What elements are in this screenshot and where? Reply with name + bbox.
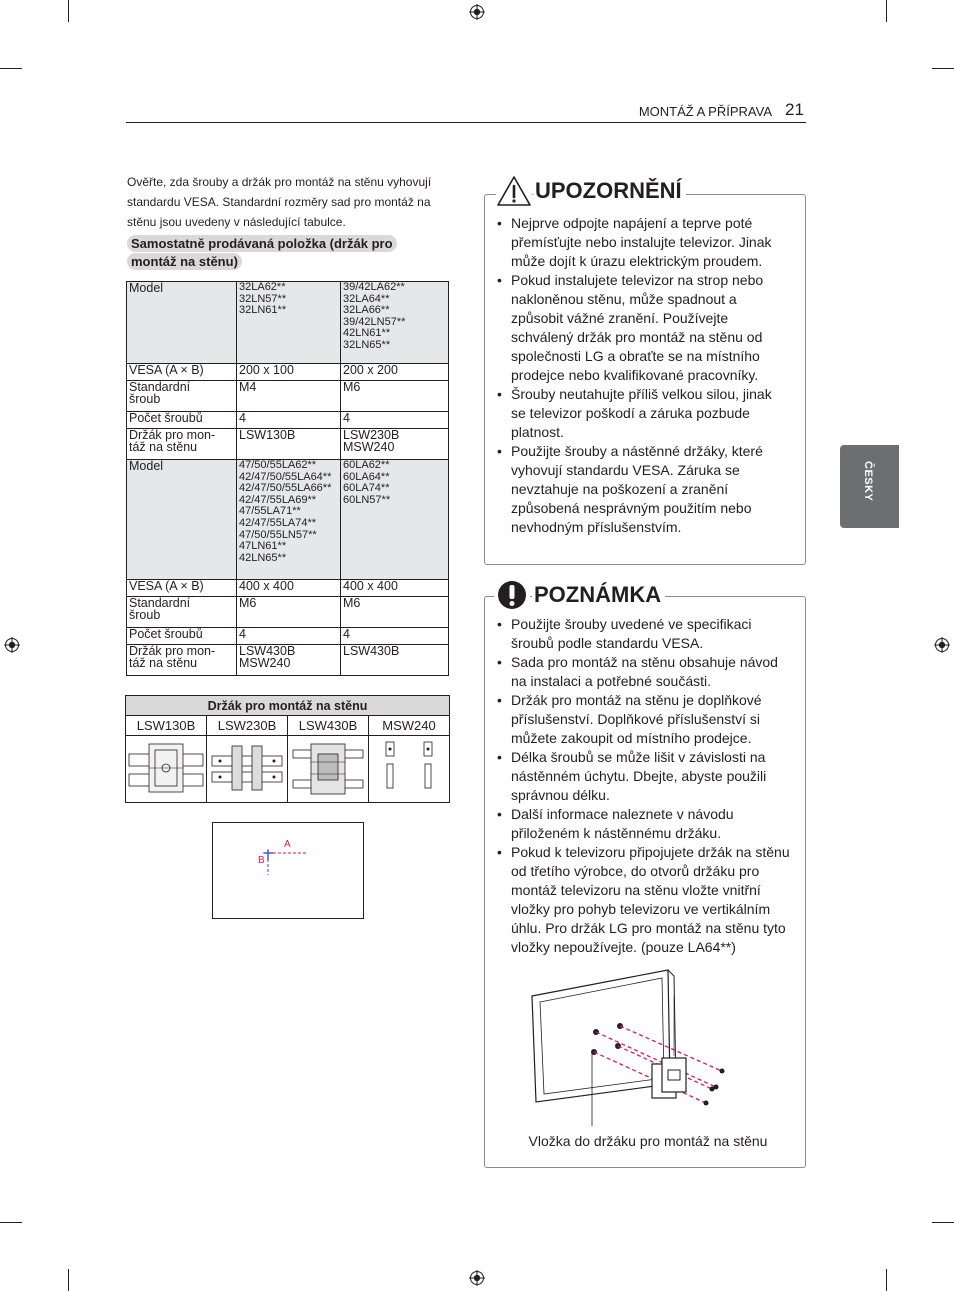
table-cell-models: 47/50/55LA62** 42/47/50/55LA64** 42/47/50/55LA66** 42/47/55LA69** 47/55LA71** 42/47/55LA74** 47/50/55LN57** 47LN61** 42LN65** [237, 460, 341, 580]
exclamation-circle-icon [494, 578, 530, 612]
registration-mark-icon [469, 4, 485, 20]
bracket-model-label: MSW240 [369, 716, 450, 736]
lsw430b-bracket-icon [289, 740, 367, 796]
table-cell-value: M6 [237, 597, 341, 628]
bracket-table-title: Držák pro montáž na stěnu [126, 696, 450, 716]
table-cell-value: 400 x 400 [341, 580, 449, 597]
tv-wall-mount-spacer-illustration [528, 966, 728, 1126]
table-cell-label: Počet šroubů [127, 412, 237, 429]
bracket-image-cell [207, 736, 288, 803]
table-cell-label: Model [127, 282, 237, 364]
vesa-dimension-diagram [212, 822, 364, 919]
language-tab-label: ČESKY [862, 461, 874, 502]
bracket-image-cell [126, 736, 207, 803]
table-cell-label: Model [127, 460, 237, 580]
section-title: MONTÁŽ A PŘÍPRAVA [638, 104, 772, 119]
table-cell-value: 200 x 200 [341, 364, 449, 381]
language-tab [840, 445, 899, 528]
table-cell-models: 39/42LA62** 32LA64** 32LA66** 39/42LN57** 42LN61** 32LN65** [341, 282, 449, 364]
crop-mark [932, 68, 954, 69]
note-item: • Délka šroubů se může lišit v závislosti na nástěnném úchytu. Dbejte, abyste použili správnou délku. [497, 748, 791, 805]
table-cell-value: LSW430B [341, 645, 449, 676]
table-cell-value: 400 x 400 [237, 580, 341, 597]
table-cell-value: M4 [237, 381, 341, 412]
table-cell-models: 32LA62** 32LN57** 32LN61** [237, 282, 341, 364]
table-cell-label: Počet šroubů [127, 628, 237, 645]
separately-sold-heading [127, 235, 423, 271]
caution-item: • Nejprve odpojte napájení a teprve poté přemísťujte nebo instalujte televizor. Jinak může dojít k úrazu elektrickým proudem. [497, 214, 779, 271]
lsw130b-bracket-icon [127, 740, 205, 796]
registration-mark-icon [469, 1270, 485, 1286]
table-cell-value: LSW230B MSW240 [341, 429, 449, 460]
bracket-image-cell [288, 736, 369, 803]
crop-mark [886, 1269, 887, 1291]
table-cell-models: 60LA62** 60LA64** 60LA74** 60LN57** [341, 460, 449, 580]
registration-mark-icon [4, 637, 20, 653]
bracket-model-label: LSW230B [207, 716, 288, 736]
crop-mark [886, 0, 887, 22]
caution-list [497, 214, 779, 537]
table-cell-value: M6 [341, 381, 449, 412]
note-item: • Další informace naleznete v návodu přiloženém k nástěnnému držáku. [497, 805, 791, 843]
caution-item: • Šrouby neutahujte příliš velkou silou, jinak se televizor poškodí a záruka pozbude platnost. [497, 385, 779, 442]
table-cell-label: VESA (A × B) [127, 364, 237, 381]
table-cell-value: LSW430B MSW240 [237, 645, 341, 676]
bracket-model-label: LSW430B [288, 716, 369, 736]
bracket-model-label: LSW130B [126, 716, 207, 736]
crop-mark [932, 1222, 954, 1223]
table-cell-value: 4 [237, 412, 341, 429]
caution-title: UPOZORNĚNÍ [533, 178, 686, 204]
table-cell-value: 4 [341, 412, 449, 429]
note-list [497, 615, 791, 957]
table-cell-value: LSW130B [237, 429, 341, 460]
lsw230b-bracket-icon [208, 740, 286, 796]
note-title: POZNÁMKA [532, 582, 665, 608]
warning-triangle-icon [496, 174, 532, 208]
table-cell-label: Držák pro mon- táž na stěnu [127, 645, 237, 676]
separately-sold-label: Samostatně prodávaná položka (držák pro montáž na stěnu) [127, 235, 397, 270]
crop-mark [0, 1222, 22, 1223]
caution-item: • Pokud instalujete televizor na strop nebo nakloněnou stěnu, může spadnout a způsobit vážné zranění. Používejte schválený držák pro montáž na stěnu od společnosti LG a obraťte se na místního prodejce nebo kvalifikované pracovníky. [497, 271, 779, 385]
note-item: • Použijte šrouby uvedené ve specifikaci šroubů podle standardu VESA. [497, 615, 791, 653]
registration-mark-icon [934, 637, 950, 653]
table-cell-label: VESA (A × B) [127, 580, 237, 597]
header-divider [126, 122, 806, 123]
figure-caption: Vložka do držáku pro montáž na stěnu [528, 1133, 768, 1149]
bracket-image-cell [369, 736, 450, 803]
dimension-label-b: B [258, 855, 265, 866]
page-number: 21 [785, 100, 804, 119]
table-cell-label: Držák pro mon- táž na stěnu [127, 429, 237, 460]
note-item: • Pokud k televizoru připojujete držák na stěnu od třetího výrobce, do otvorů držáku pro montáž televizoru na stěnu vložte vnitřní vložky pro pohyb televizoru ve vertikálním úhlu. Pro držák LG pro montáž na stěnu tyto vložky nepoužívejte. (pouze LA64**) [497, 843, 791, 957]
crop-mark [0, 68, 22, 69]
bracket-table [125, 695, 450, 803]
note-item: • Sada pro montáž na stěnu obsahuje návod na instalaci a potřebné součásti. [497, 653, 791, 691]
crop-mark [68, 0, 69, 22]
dimension-label-a: A [284, 839, 291, 850]
table-cell-value: M6 [341, 597, 449, 628]
intro-paragraph: Ověřte, zda šrouby a držák pro montáž na stěnu vyhovují standardu VESA. Standardní rozměry sad pro montáž na stěnu jsou uvedeny v následující tabulce. [127, 175, 432, 229]
note-item: • Držák pro montáž na stěnu je doplňkové příslušenství. Doplňkové příslušenství si můžete zakoupit od místního prodejce. [497, 691, 791, 748]
wall-mount-spec-table [126, 281, 449, 676]
crop-mark [68, 1269, 69, 1291]
table-cell-label: Standardní šroub [127, 381, 237, 412]
caution-item: • Použijte šrouby a nástěnné držáky, které vyhovují standardu VESA. Záruka se nevztahuje na poškození a zranění způsobená nesprávným použitím nebo nevhodným příslušenstvím. [497, 442, 779, 537]
table-cell-value: 200 x 100 [237, 364, 341, 381]
vesa-dimension-figure [213, 823, 363, 918]
table-cell-label: Standardní šroub [127, 597, 237, 628]
msw240-bracket-icon [370, 740, 448, 796]
table-cell-value: 4 [237, 628, 341, 645]
table-cell-value: 4 [341, 628, 449, 645]
